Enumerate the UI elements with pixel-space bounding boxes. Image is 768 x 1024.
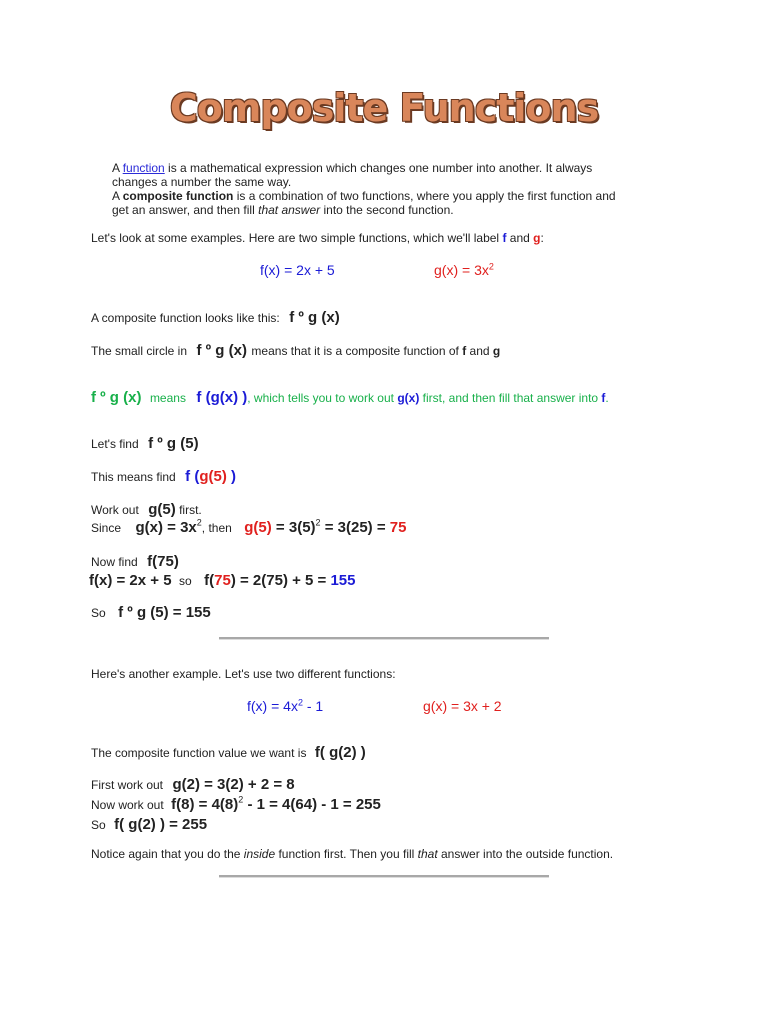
colon-text: :	[540, 231, 544, 245]
intro-line-1	[112, 161, 592, 175]
intro-text: into the second function.	[320, 203, 454, 217]
page-title: Composite Functions	[169, 86, 599, 130]
intro-italic: that answer	[258, 203, 321, 217]
g-label: g	[492, 344, 501, 358]
f-close: )	[226, 468, 236, 485]
work-out-text: Work out	[91, 503, 139, 517]
intro-text: get an answer, and then fill	[112, 203, 259, 217]
ex2-g-definition: g(x) = 3x + 2	[423, 698, 502, 714]
this-means-line	[91, 468, 236, 486]
notice-line	[91, 847, 613, 861]
f-definition-text: - 1	[302, 698, 324, 714]
g-definition-text: g(x) = 3x	[434, 262, 489, 278]
f-open: f (	[185, 468, 200, 485]
means-text: first, and then fill that answer into	[419, 391, 602, 405]
g5-expression: g(5)	[199, 468, 227, 485]
means-text: means	[149, 391, 186, 405]
work-out-text: first.	[175, 503, 202, 517]
intro-line-2: changes a number the same way.	[112, 175, 292, 189]
exponent: 2	[196, 517, 202, 528]
calculation: = 3(5)	[271, 519, 316, 536]
since-line	[91, 519, 406, 537]
notice-text: answer into the outside function.	[437, 847, 614, 861]
first-work-text: First work out	[91, 778, 164, 792]
answer-155: 155	[330, 572, 356, 589]
this-means-text: This means find	[91, 470, 176, 484]
f-open: f(	[204, 572, 215, 589]
ex1-f-definition: f(x) = 2x + 5	[260, 262, 335, 278]
nested-expression: f (g(x) )	[196, 389, 248, 406]
calculation: = 3(25) =	[320, 519, 390, 536]
want-text: The composite function value we want is	[91, 746, 307, 760]
function-link[interactable]: function	[122, 161, 165, 175]
composite-expression: f º g (x)	[91, 389, 142, 406]
so-line-2	[91, 816, 207, 834]
so-text: So	[91, 606, 106, 620]
so-line	[91, 604, 211, 622]
notice-text: function first. Then you fill	[275, 847, 418, 861]
notice-text: Notice again that you do the	[91, 847, 244, 861]
now-find-text: Now find	[91, 555, 138, 569]
divider	[219, 875, 549, 878]
intro-line-3	[112, 189, 616, 203]
value-75: 75	[214, 572, 231, 589]
and-text: and	[466, 344, 493, 358]
composite-expression: f º g (x)	[196, 342, 247, 359]
ex2-f-definition	[247, 698, 323, 714]
f8-calculation: - 1 = 4(64) - 1 = 255	[243, 796, 381, 813]
composite-expression: f º g (x)	[289, 309, 340, 326]
examples-intro	[91, 231, 544, 245]
exponent: 2	[297, 697, 303, 708]
g2-calculation: g(2) = 3(2) + 2 = 8	[172, 776, 295, 793]
notice-italic: inside	[243, 847, 276, 861]
now-work-text: Now work out	[91, 798, 164, 812]
intro-text: is a combination of two functions, where you apply the first function and	[233, 189, 616, 203]
result-expression: f º g (5) = 155	[118, 604, 211, 621]
since-text: Since	[91, 521, 122, 535]
divider	[219, 637, 549, 640]
now-work-out-line	[91, 796, 381, 814]
result-expression: f( g(2) ) = 255	[114, 816, 208, 833]
examples-text: Let's look at some examples. Here are two simple functions, which we'll label	[91, 231, 503, 245]
so-text: So	[91, 818, 106, 832]
intro-text: A	[112, 189, 123, 203]
composite-expression: f( g(2) )	[314, 744, 366, 761]
first-work-out-line	[91, 776, 295, 794]
f-definition-text: f(x) = 4x	[247, 698, 298, 714]
and-text: and	[506, 231, 534, 245]
exponent: 2	[488, 261, 494, 272]
another-example-text: Here's another example. Let's use two different functions:	[91, 667, 396, 681]
lets-find-text: Let's find	[91, 437, 139, 451]
g5-expression: g(5)	[148, 501, 176, 518]
exponent: 2	[315, 517, 321, 528]
intro-text: A	[112, 161, 123, 175]
small-circle-line	[91, 342, 500, 360]
exponent: 2	[238, 794, 244, 805]
then-text: , then	[201, 521, 232, 535]
looks-like-line	[91, 309, 340, 327]
gx-label: g(x)	[397, 391, 420, 405]
gx-definition: g(x) = 3x	[135, 519, 197, 536]
fx-definition: f(x) = 2x + 5	[89, 572, 172, 589]
lets-find-line	[91, 435, 199, 453]
f8-calculation: f(8) = 4(8)	[171, 796, 239, 813]
g-label: g	[533, 231, 541, 245]
so-text: so	[179, 574, 192, 588]
want-line	[91, 744, 366, 762]
g5-expression: g(5)	[244, 519, 272, 536]
f75-expression: f(75)	[147, 553, 179, 570]
intro-line-4	[112, 203, 454, 217]
small-circle-text: The small circle in	[91, 344, 188, 358]
notice-italic: that	[417, 847, 438, 861]
now-find-line	[91, 553, 179, 571]
small-circle-text: means that it is a composite function of	[251, 344, 463, 358]
means-text: , which tells you to work out	[247, 391, 398, 405]
answer-75: 75	[389, 519, 407, 536]
means-line	[91, 389, 609, 407]
fx-calculation-line	[89, 572, 356, 590]
f-label: f	[502, 231, 507, 245]
work-out-line	[91, 501, 202, 519]
f-label: f	[601, 391, 606, 405]
calculation: ) = 2(75) + 5 =	[230, 572, 331, 589]
f-label: f	[462, 344, 467, 358]
composite-expression: f º g (5)	[148, 435, 199, 452]
looks-like-text: A composite function looks like this:	[91, 311, 280, 325]
intro-text: is a mathematical expression which changes one number into another. It always	[164, 161, 593, 175]
ex1-g-definition	[434, 262, 494, 278]
period: .	[605, 391, 609, 405]
composite-function-term: composite function	[122, 189, 234, 203]
